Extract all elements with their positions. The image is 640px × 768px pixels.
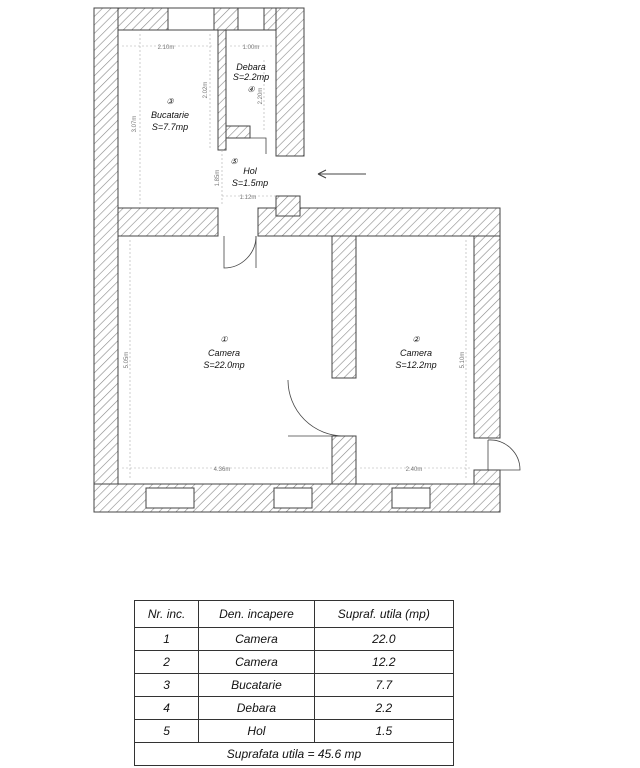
svg-text:③: ③ <box>166 97 174 106</box>
cell-supraf: 22.0 <box>314 628 453 651</box>
cell-supraf: 1.5 <box>314 720 453 743</box>
svg-text:Bucatarie: Bucatarie <box>150 110 190 120</box>
room-bucatarie-label <box>151 97 189 132</box>
dim-camera1-width: 4.36m <box>213 467 231 473</box>
dim-debara-height-2: 2.20m <box>258 87 264 105</box>
room-camera1-label <box>203 335 244 370</box>
cell-nr: 5 <box>135 720 199 743</box>
dim-camera2-width: 2.40m <box>405 467 423 473</box>
table-row <box>135 674 454 697</box>
table-header-row <box>135 601 454 628</box>
cell-nr: 1 <box>135 628 199 651</box>
dim-debara-height-1: 2.02m <box>203 81 209 99</box>
cell-den: Camera <box>199 651 314 674</box>
entry-arrow-icon <box>318 170 366 178</box>
header-supraf: Supraf. utila (mp) <box>314 601 453 628</box>
svg-text:①: ① <box>220 335 228 344</box>
svg-text:Hol: Hol <box>243 166 257 176</box>
svg-text:S=2.2mp: S=2.2mp <box>232 72 270 82</box>
svg-text:Camera: Camera <box>399 348 433 358</box>
dim-hol-width: 1.12m <box>239 195 257 201</box>
svg-text:Debara: Debara <box>236 62 266 72</box>
total-cell: Suprafata utila = 45.6 mp <box>135 743 454 766</box>
cell-nr: 3 <box>135 674 199 697</box>
svg-text:S=22.0mp: S=22.0mp <box>203 360 245 370</box>
room-camera2-label <box>395 335 436 370</box>
svg-text:S=1.5mp: S=1.5mp <box>231 178 269 188</box>
svg-text:Camera: Camera <box>207 348 241 358</box>
table-row <box>135 697 454 720</box>
table-row <box>135 628 454 651</box>
cell-den: Camera <box>199 628 314 651</box>
cell-den: Bucatarie <box>199 674 314 697</box>
table-row <box>135 651 454 674</box>
table-total-row <box>135 743 454 766</box>
cell-supraf: 2.2 <box>314 697 453 720</box>
area-table <box>134 600 454 766</box>
dim-debara-width: 1.00m <box>242 45 260 51</box>
dim-camera2-height: 5.10m <box>460 351 466 369</box>
dim-camera1-height: 5.05m <box>124 351 130 369</box>
dim-hol-height: 1.85m <box>215 169 221 187</box>
svg-text:④: ④ <box>247 85 255 94</box>
cell-nr: 4 <box>135 697 199 720</box>
svg-text:⑤: ⑤ <box>230 157 238 166</box>
cell-den: Hol <box>199 720 314 743</box>
dim-bucatarie-width: 2.10m <box>157 45 175 51</box>
room-hol-label <box>230 157 268 188</box>
cell-den: Debara <box>199 697 314 720</box>
header-nr: Nr. inc. <box>135 601 199 628</box>
svg-text:S=7.7mp: S=7.7mp <box>151 122 189 132</box>
cell-supraf: 12.2 <box>314 651 453 674</box>
table-row <box>135 720 454 743</box>
svg-text:②: ② <box>412 335 420 344</box>
header-den: Den. incapere <box>199 601 314 628</box>
cell-supraf: 7.7 <box>314 674 453 697</box>
dim-bucatarie-height: 3.07m <box>132 115 138 133</box>
cell-nr: 2 <box>135 651 199 674</box>
svg-text:S=12.2mp: S=12.2mp <box>395 360 437 370</box>
